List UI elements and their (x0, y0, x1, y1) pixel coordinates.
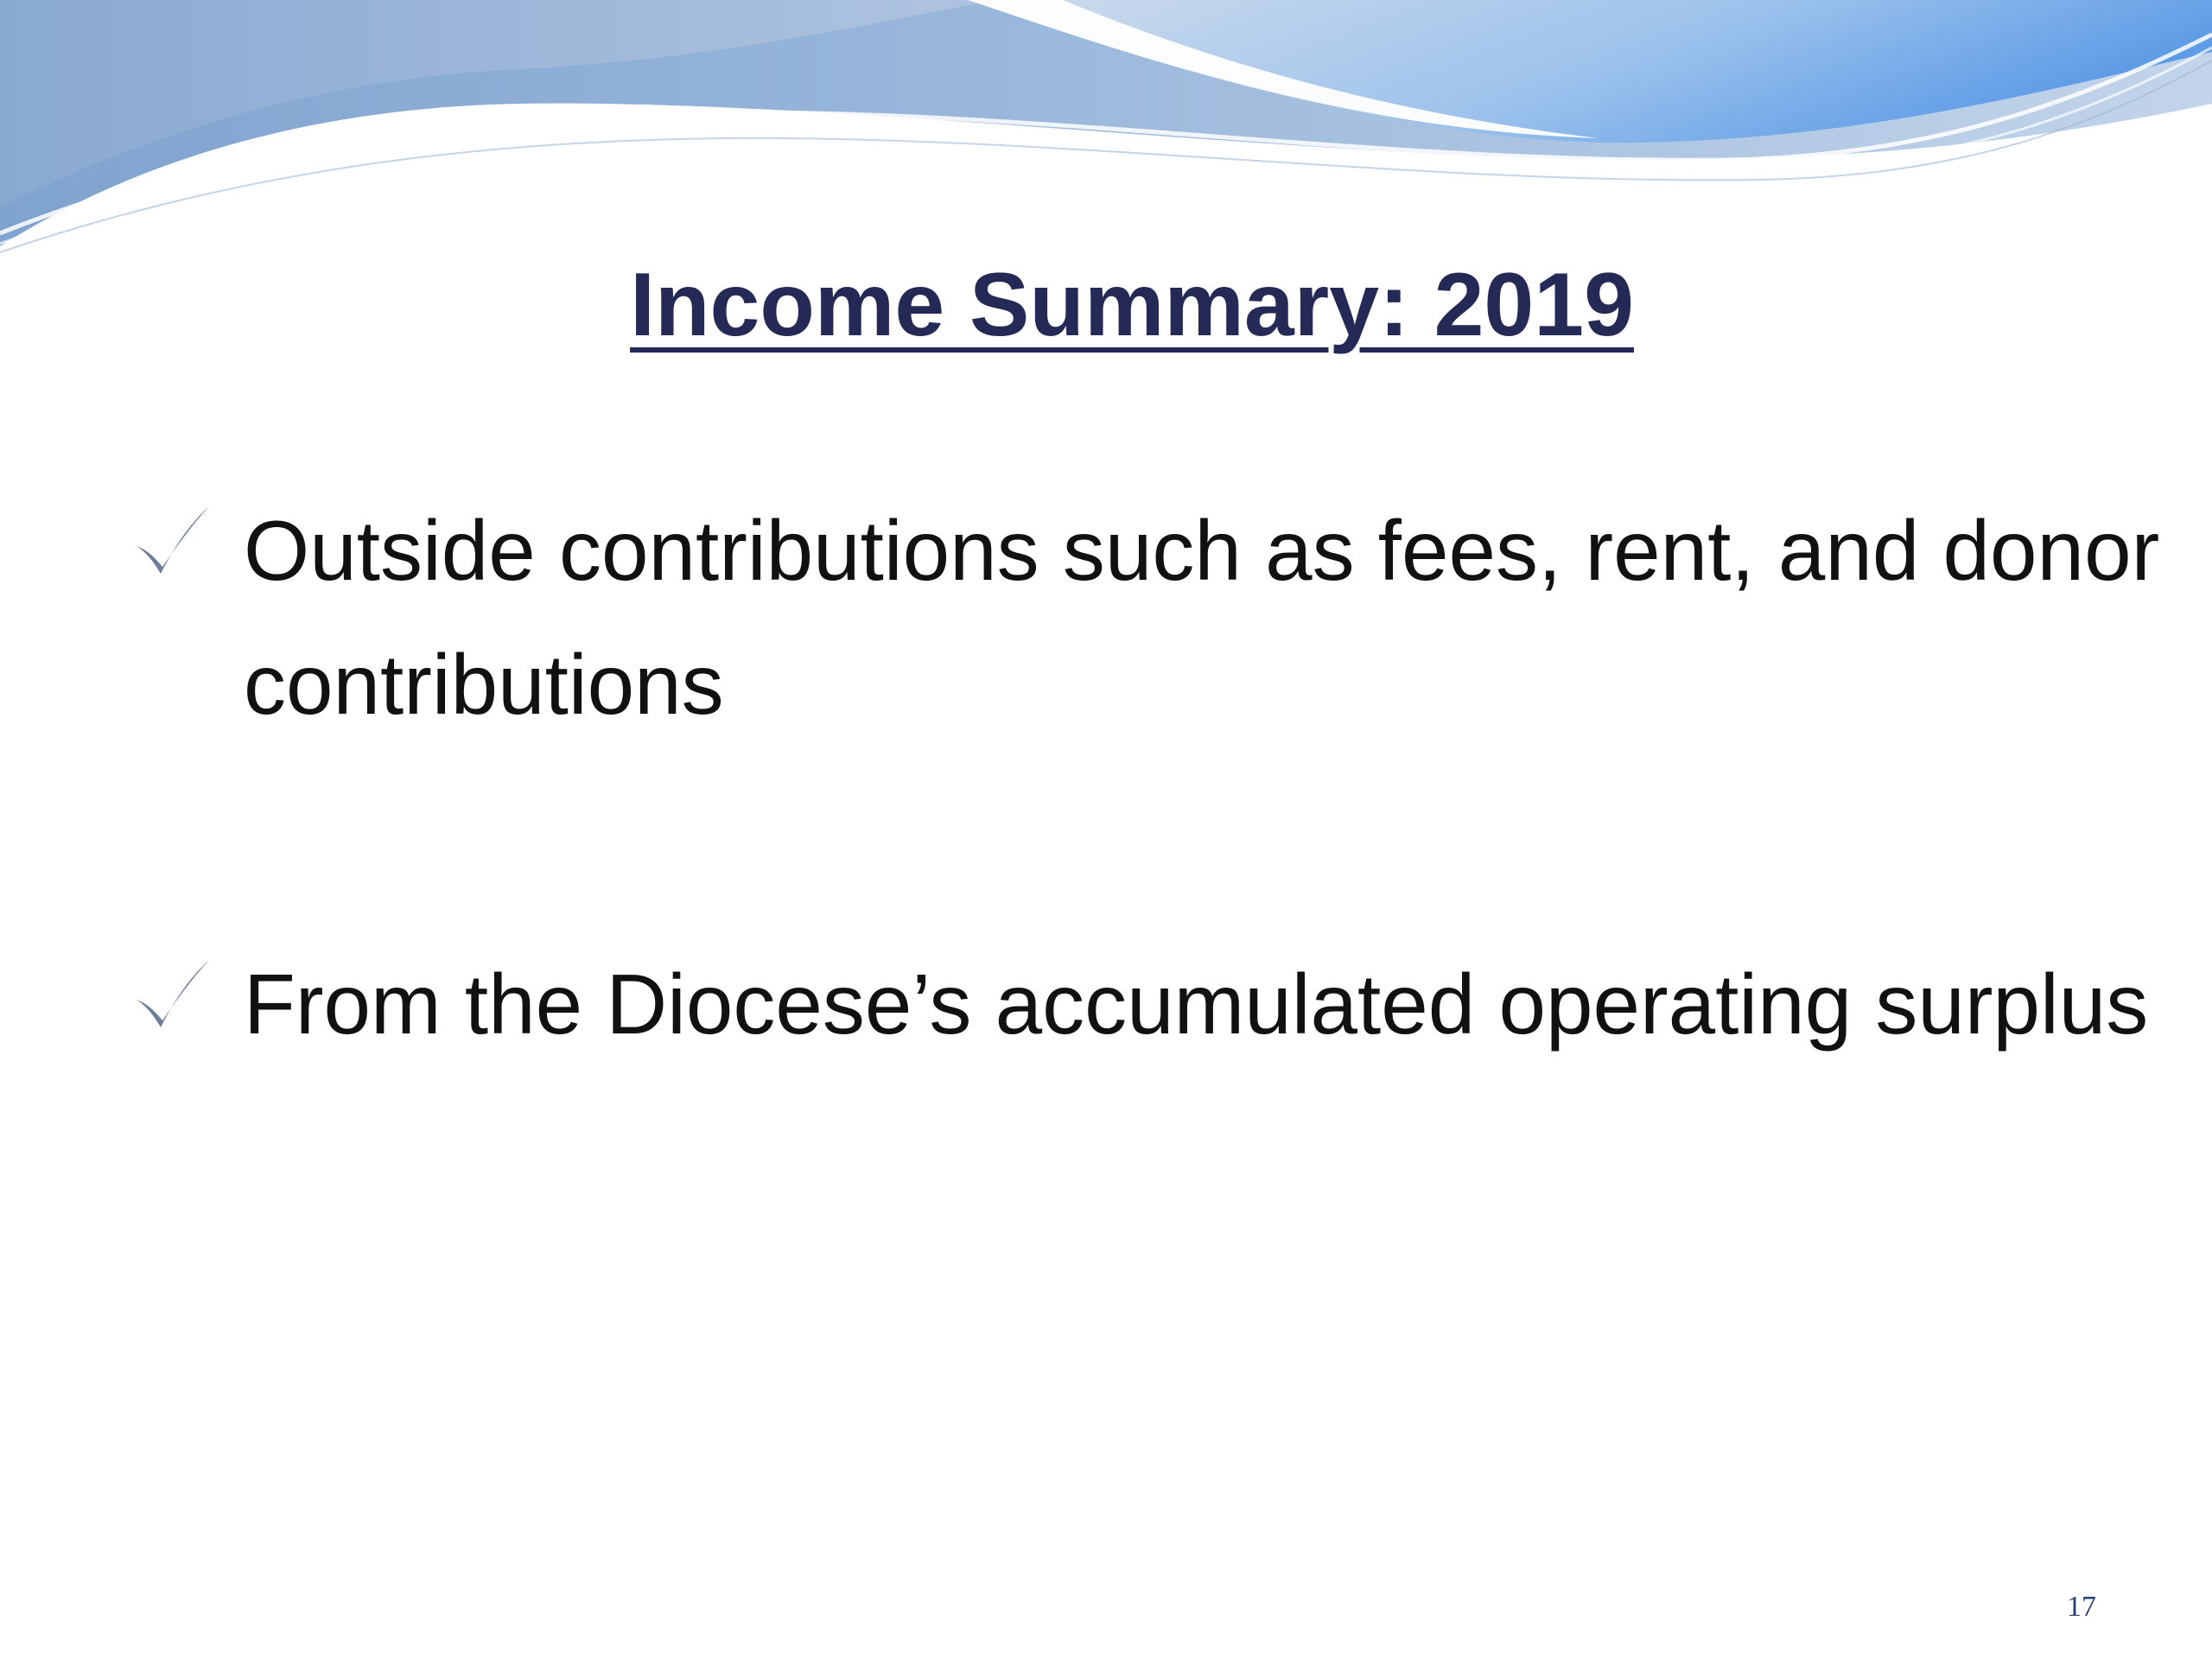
check-icon (130, 501, 216, 588)
bullet-text: Outside contributions such as fees, rent, and donor contributions (244, 503, 2160, 732)
page-number: 17 (2067, 1591, 2096, 1623)
slide-title: Income Summary: 2019 (630, 255, 1634, 355)
header-wave-decoration (0, 0, 2212, 259)
check-icon (130, 955, 216, 1041)
bullet-text: From the Diocese’s accumulated operating surplus (244, 957, 2149, 1052)
